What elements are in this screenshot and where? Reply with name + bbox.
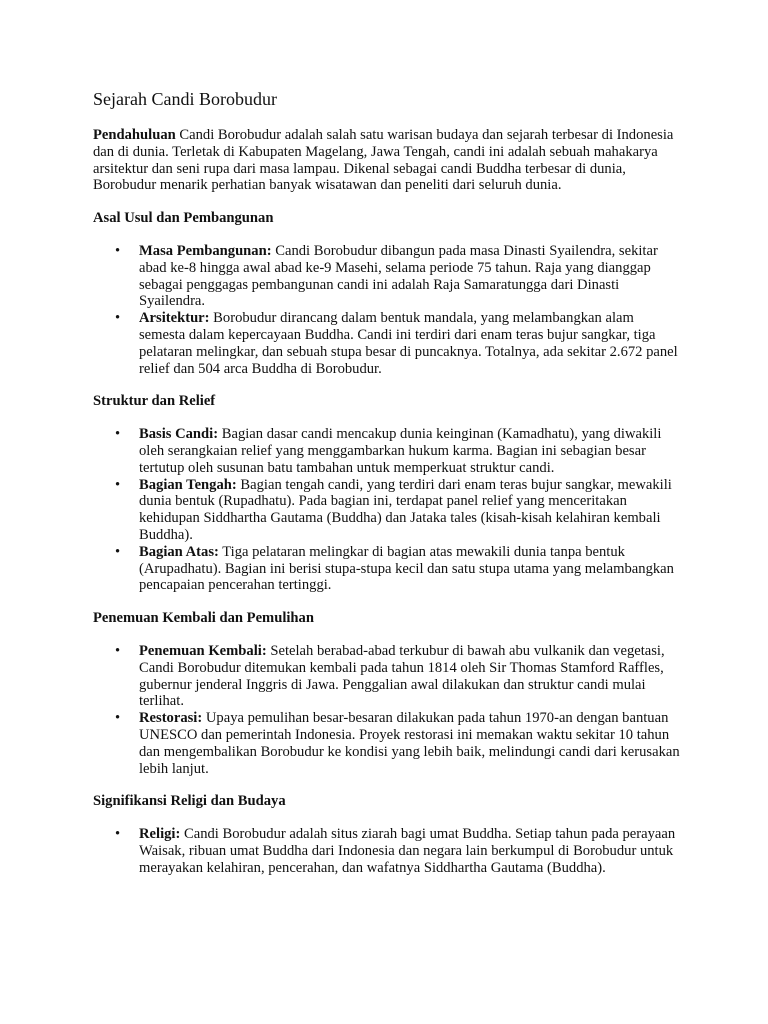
document-page	[93, 88, 683, 892]
item-term: Penemuan Kembali:	[139, 642, 267, 659]
item-text: Bagian tengah candi, yang terdiri dari enam teras bujur sangkar, mewakili dunia bentuk (Rupadhatu). Pada bagian ini, terdapat panel relief yang menceritakan kehidupan Siddhartha Gautama (Buddha) dan Jataka tales (kisah-kisah kelahiran kembali Buddha).	[139, 476, 672, 543]
bullet-icon: •	[115, 426, 121, 443]
bullet-icon: •	[115, 543, 121, 560]
list-item	[115, 826, 683, 876]
list-item	[115, 242, 683, 310]
item-term: Basis Candi:	[139, 426, 219, 443]
item-text: Setelah berabad-abad terkubur di bawah abu vulkanik dan vegetasi, Candi Borobudur ditemukan kembali pada tahun 1814 oleh Sir Thomas Stamford Raffles, gubernur jenderal Inggris di Jawa. Penggalian awal dilakukan dan struktur candi mulai terlihat.	[139, 642, 665, 710]
list-item	[115, 426, 683, 476]
bullet-icon: •	[115, 476, 121, 493]
list-item	[115, 310, 683, 377]
item-text: Borobudur dirancang dalam bentuk mandala, yang melambangkan alam semesta dalam kepercayaan Buddha. Candi ini terdiri dari enam teras bujur sangkar, tiga pelataran melingkar, dan sebuah stupa besar di puncaknya. Totalnya, ada sekitar 2.672 panel relief dan 504 arca Buddha di Borobudur.	[139, 310, 678, 377]
section-penemuan-pemulihan	[93, 610, 683, 777]
document-title: Sejarah Candi Borobudur	[93, 89, 277, 109]
item-term: Masa Pembangunan:	[139, 242, 272, 259]
bullet-icon: •	[115, 642, 121, 659]
item-text: Candi Borobudur dibangun pada masa Dinasti Syailendra, sekitar abad ke-8 hingga awal abad ke-9 Masehi, selama periode 75 tahun. Raja yang dianggap sebagai penggagas pembangunan candi ini adalah Raja Samaratungga dari Dinasti Syailendra.	[139, 242, 658, 310]
item-term: Arsitektur:	[139, 310, 210, 327]
section-heading: Struktur dan Relief	[93, 393, 216, 410]
bullet-list	[93, 643, 683, 777]
section-signifikansi	[93, 793, 683, 876]
item-text: Bagian dasar candi mencakup dunia keinginan (Kamadhatu), yang diwakili oleh serangkaian relief yang menggambarkan hukum karma. Bagian ini sebagian besar tertutup oleh susunan batu tambahan untuk memperkuat struktur candi.	[139, 426, 662, 476]
section-heading: Signifikansi Religi dan Budaya	[93, 793, 286, 810]
item-term: Restorasi:	[139, 710, 203, 727]
list-item	[115, 710, 683, 777]
list-item	[115, 543, 683, 594]
item-text: Tiga pelataran melingkar di bagian atas mewakili dunia tanpa bentuk (Arupadhatu). Bagian ini berisi stupa-stupa kecil dan satu stupa utama yang melambangkan pencapaian pencerahan tertinggi.	[139, 543, 674, 594]
bullet-list	[93, 826, 683, 876]
item-term: Religi:	[139, 826, 181, 843]
section-heading: Asal Usul dan Pembangunan	[93, 210, 274, 227]
intro-label: Pendahuluan	[93, 127, 176, 143]
list-item	[115, 642, 683, 710]
intro-paragraph	[93, 127, 683, 194]
bullet-icon: •	[115, 710, 121, 727]
item-text: Upaya pemulihan besar-besaran dilakukan pada tahun 1970-an dengan bantuan UNESCO dan pemerintah Indonesia. Proyek restorasi ini memakan waktu sekitar 10 tahun dan mengembalikan Borobudur ke kondisi yang lebih baik, melindungi candi dari kerusakan lebih lanjut.	[139, 710, 680, 777]
item-text: Candi Borobudur adalah situs ziarah bagi umat Buddha. Setiap tahun pada perayaan Waisak, ribuan umat Buddha dari Indonesia dan negara lain berkumpul di Borobudur untuk merayakan kelahiran, pencerahan, dan wafatnya Siddhartha Gautama (Buddha).	[139, 826, 676, 876]
list-item	[115, 476, 683, 544]
bullet-icon: •	[115, 826, 121, 843]
bullet-list	[93, 243, 683, 377]
section-heading: Penemuan Kembali dan Pemulihan	[93, 610, 314, 627]
bullet-list	[93, 426, 683, 594]
item-term: Bagian Tengah:	[139, 476, 237, 493]
item-term: Bagian Atas:	[139, 543, 219, 560]
bullet-icon: •	[115, 310, 121, 327]
bullet-icon: •	[115, 242, 121, 259]
intro-text: Candi Borobudur adalah salah satu warisan budaya dan sejarah terbesar di Indonesia dan di dunia. Terletak di Kabupaten Magelang, Jawa Tengah, candi ini adalah sebuah mahakarya arsitektur dan seni rupa dari masa lampau. Dikenal sebagai candi Buddha terbesar di dunia, Borobudur menarik perhatian banyak wisatawan dan peneliti dari seluruh dunia.	[93, 127, 674, 194]
section-struktur-relief	[93, 393, 683, 594]
section-asal-usul	[93, 210, 683, 377]
